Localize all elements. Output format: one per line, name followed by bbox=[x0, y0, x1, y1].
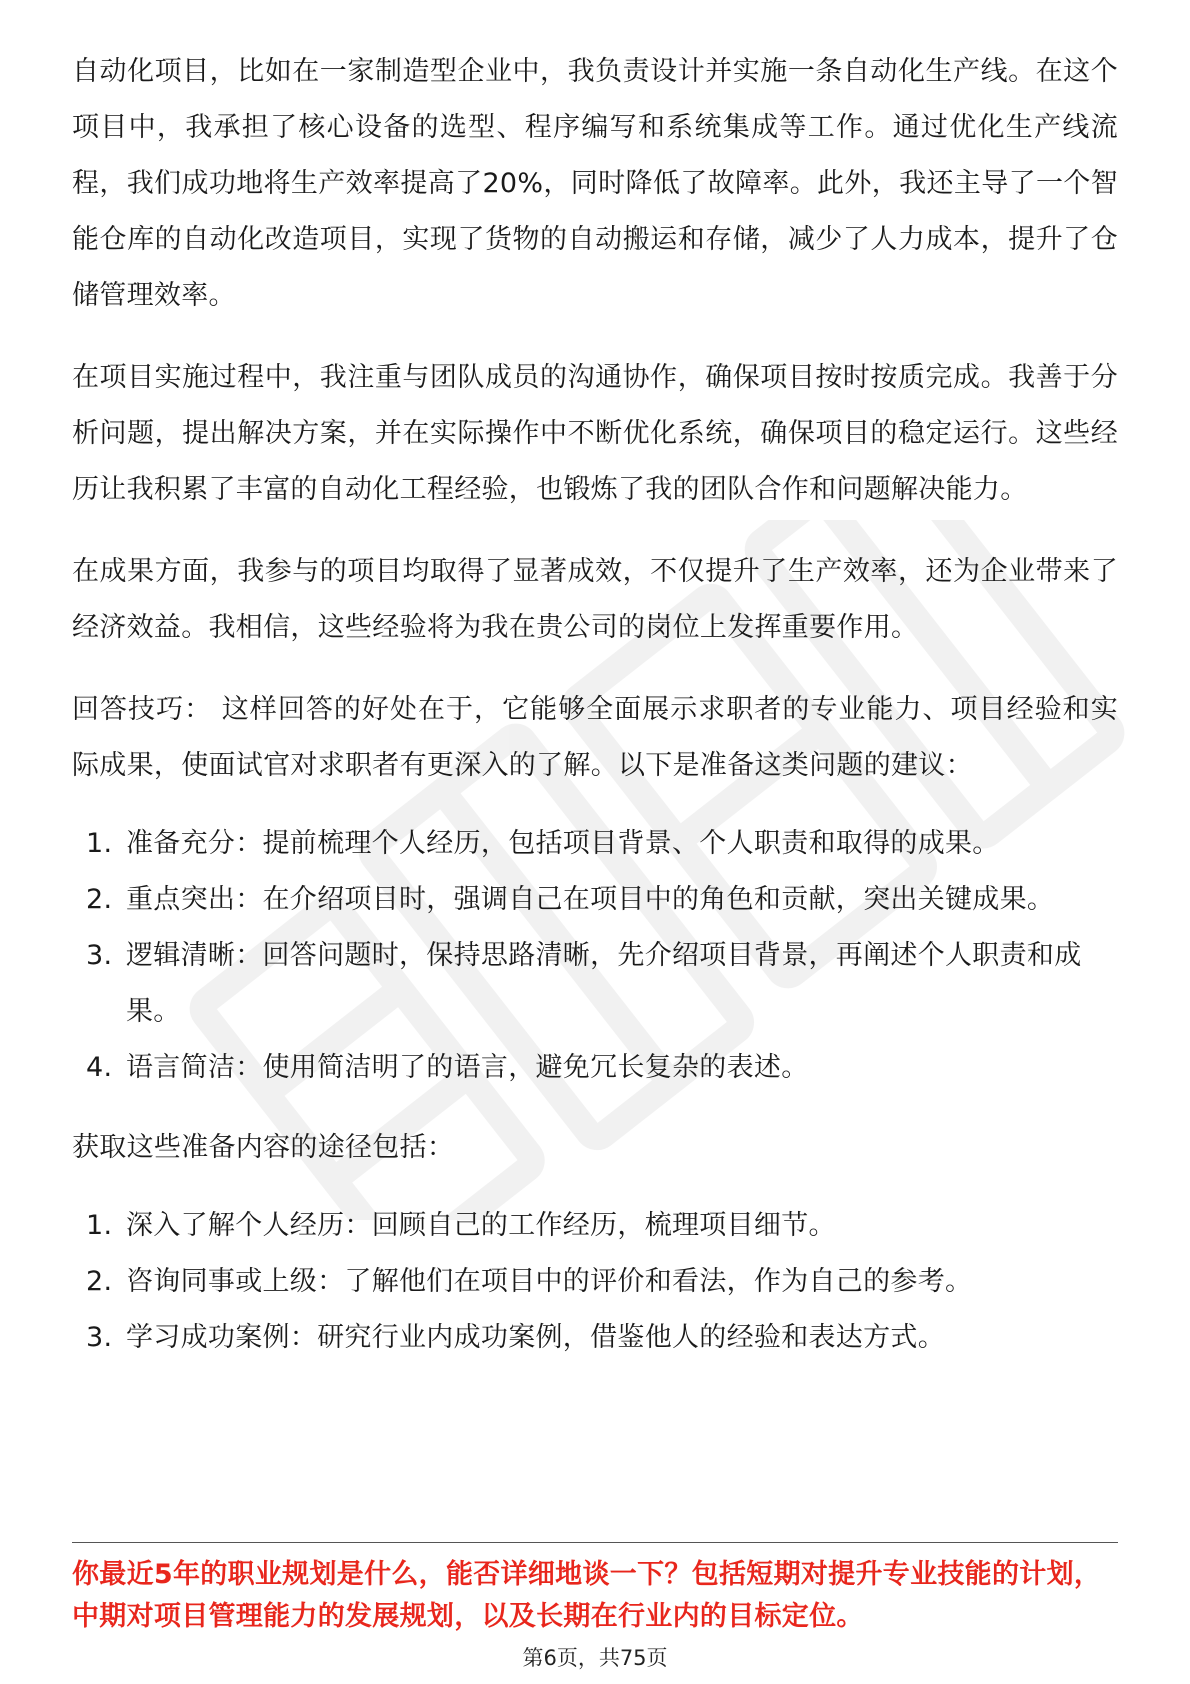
paragraph-sources-intro: 获取这些准备内容的途径包括： bbox=[72, 1132, 455, 1163]
list-item bbox=[72, 1310, 1118, 1366]
list-text: 语言简洁：使用简洁明了的语言，避免冗长复杂的表述。 bbox=[126, 1052, 809, 1083]
list-text: 逻辑清晰：回答问题时，保持思路清晰，先介绍项目背景，再阐述个人职责和成果。 bbox=[126, 940, 1082, 1027]
list-item bbox=[72, 1254, 1118, 1310]
list-number: 2. bbox=[86, 1266, 113, 1297]
list-text: 重点突出：在介绍项目时，强调自己在项目中的角色和贡献，突出关键成果。 bbox=[126, 884, 1055, 915]
list-text: 准备充分：提前梳理个人经历，包括项目背景、个人职责和取得的成果。 bbox=[126, 828, 1000, 859]
page-number-footer: 第6页，共75页 bbox=[522, 1646, 668, 1670]
list-number: 3. bbox=[86, 1322, 113, 1353]
section-divider bbox=[72, 1542, 1118, 1543]
paragraph-teamwork: 在项目实施过程中，我注重与团队成员的沟通协作，确保项目按时按质完成。我善于分析问题，提出解决方案，并在实际操作中不断优化系统，确保项目的稳定运行。这些经历让我积累了丰富的自动化工程经验，也锻炼了我的团队合作和问题解决能力。 bbox=[72, 362, 1118, 505]
tips-list bbox=[72, 816, 1118, 1096]
list-number: 1. bbox=[86, 828, 113, 859]
list-text: 深入了解个人经历：回顾自己的工作经历，梳理项目细节。 bbox=[126, 1210, 836, 1241]
list-number: 4. bbox=[86, 1052, 113, 1083]
main-content bbox=[72, 44, 1118, 1390]
list-item bbox=[72, 928, 1118, 1040]
list-number: 2. bbox=[86, 884, 113, 915]
list-number: 1. bbox=[86, 1210, 113, 1241]
list-text: 学习成功案例：研究行业内成功案例，借鉴他人的经验和表达方式。 bbox=[126, 1322, 945, 1353]
paragraph-answer-tips: 回答技巧： 这样回答的好处在于，它能够全面展示求职者的专业能力、项目经验和实际成果，使面试官对求职者有更深入的了解。以下是准备这类问题的建议： bbox=[72, 694, 1118, 781]
list-item bbox=[72, 1198, 1118, 1254]
sources-list bbox=[72, 1198, 1118, 1366]
next-question-heading: 你最近5年的职业规划是什么，能否详细地谈一下？包括短期对提升专业技能的计划，中期对项目管理能力的发展规划，以及长期在行业内的目标定位。 bbox=[72, 1559, 1102, 1632]
paragraph-project-experience: 自动化项目，比如在一家制造型企业中，我负责设计并实施一条自动化生产线。在这个项目中，我承担了核心设备的选型、程序编写和系统集成等工作。通过优化生产线流程，我们成功地将生产效率提高了20%，同时降低了故障率。此外，我还主导了一个智能仓库的自动化改造项目，实现了货物的自动搬运和存储，减少了人力成本，提升了仓储管理效率。 bbox=[72, 56, 1118, 311]
list-item bbox=[72, 1040, 1118, 1096]
list-item bbox=[72, 872, 1118, 928]
list-item bbox=[72, 816, 1118, 872]
paragraph-results: 在成果方面，我参与的项目均取得了显著成效，不仅提升了生产效率，还为企业带来了经济效益。我相信，这些经验将为我在贵公司的岗位上发挥重要作用。 bbox=[72, 556, 1118, 643]
list-text: 咨询同事或上级：了解他们在项目中的评价和看法，作为自己的参考。 bbox=[126, 1266, 973, 1297]
list-number: 3. bbox=[86, 940, 113, 971]
